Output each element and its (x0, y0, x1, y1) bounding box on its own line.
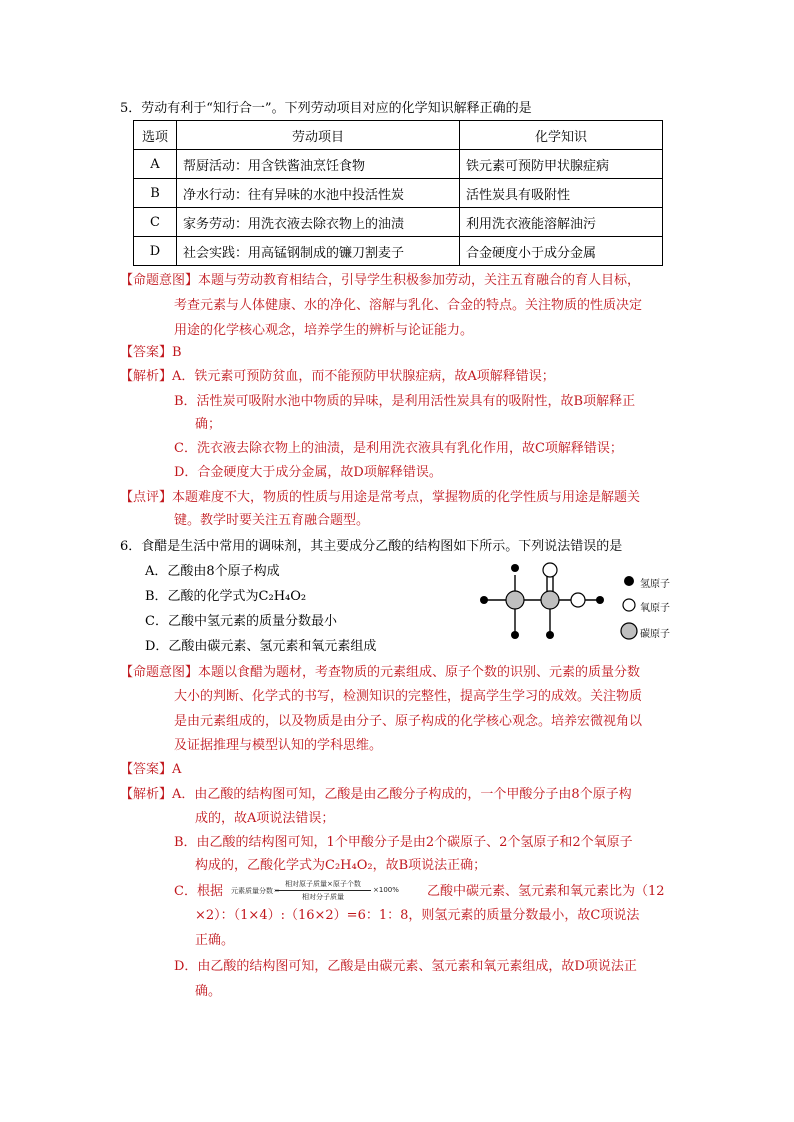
q6-option-d: D．乙酸由碳元素、氢元素和氧元素组成 (145, 639, 377, 654)
q5-intent-label: 【命题意图】 (120, 273, 199, 288)
formula-denominator: 相对分子质量 (302, 893, 344, 901)
q6-intent-line-2: 大小的判断、化学式的书写，检测知识的完整性，提高学生学习的成效。关注物质 (174, 689, 643, 704)
q6-analysis-line-4: 构成的，乙酸化学式为C₂H₄O₂，故B项说法正确； (195, 858, 487, 873)
q6-option-a: A．乙酸由8个原子构成 (145, 564, 280, 579)
q6-analysis-line-7: 正确。 (195, 933, 235, 948)
hydrogen-atom (480, 596, 488, 604)
table-cell-task: 净水行动：往有异味的水池中投活性炭 (177, 179, 460, 208)
q5-analysis-label: 【解析】 (120, 369, 173, 384)
legend-oxygen-label: 氧原子 (640, 603, 670, 614)
oxygen-atom (571, 593, 585, 607)
table-header-row (134, 121, 663, 150)
hydrogen-atom (546, 631, 554, 639)
q6-analysis-line-2: 成的，故A项说法错误； (195, 811, 335, 826)
q6-option-b: B．乙酸的化学式为C₂H₄O₂ (145, 589, 307, 604)
hydrogen-atom (511, 564, 519, 572)
q6-analysis-line-3: B．由乙酸的结构图可知，1个甲酸分子是由2个碳原子、2个氢原子和2个氧原子 (174, 835, 633, 850)
legend-hydrogen-label: 氢原子 (640, 579, 670, 590)
mass-fraction-formula (231, 879, 399, 907)
table-row (134, 208, 663, 237)
table-cell-knowledge: 合金硬度小于成分金属 (460, 237, 663, 266)
q6-stem: 6．食醋是生活中常用的调味剂，其主要成分乙酸的结构图如下所示。下列说法错误的是 (120, 539, 623, 554)
q5-comment-label: 【点评】 (120, 490, 173, 505)
q6-intent-line-3: 是由元素组成的，以及物质是由分子、原子构成的化学核心观念。培养宏微视角以 (174, 714, 643, 729)
q5-comment-line-1: 【点评】本题难度不大，物质的性质与用途是常考点，掌握物质的化学性质与用途是解题关 (120, 490, 641, 505)
table-cell-option: B (134, 179, 177, 208)
q6-intent-label: 【命题意图】 (120, 665, 199, 680)
q5-answer-label: 【答案】 (120, 345, 173, 360)
table-cell-knowledge: 铁元素可预防甲状腺症病 (460, 150, 663, 179)
q6-answer-value: A (172, 762, 182, 777)
q5-analysis-line-2: B．活性炭可吸附水池中物质的异味，是利用活性炭具有的吸附性，故B项解释正 (174, 394, 636, 409)
table-cell-task: 社会实践：用高锰钢制成的镰刀割麦子 (177, 237, 460, 266)
q6-answer (120, 761, 181, 779)
q6-analysis-label: 【解析】 (120, 787, 173, 802)
q5-analysis-line-3: 确； (195, 417, 222, 432)
carbon-legend-icon (621, 623, 637, 639)
q5-intent-line-3: 用途的化学核心观念，培养学生的辨析与论证能力。 (174, 323, 474, 338)
formula-lhs: 元素质量分数＝ (231, 887, 280, 895)
carbon-atom (506, 591, 524, 609)
formula-rhs: ×100% (373, 886, 399, 894)
q5-analysis-line-5: D．合金硬度大于成分金属，故D项解释错误。 (174, 465, 442, 480)
table-cell-option: C (134, 208, 177, 237)
table-header-knowledge: 化学知识 (460, 121, 663, 150)
q6-intent-line-4: 及证据推理与模型认知的学科思维。 (174, 738, 383, 753)
table-cell-task: 帮厨活动：用含铁酱油烹饪食物 (177, 150, 460, 179)
carbon-atom (541, 591, 559, 609)
q5-table (133, 120, 663, 266)
hydrogen-legend-icon (624, 576, 634, 586)
q5-comment-line-2: 键。教学时要关注五育融合题型。 (174, 513, 370, 528)
q5-analysis-line-1: 【解析】A．铁元素可预防贫血，而不能预防甲状腺症病，故A项解释错误； (120, 369, 555, 384)
table-cell-option: D (134, 237, 177, 266)
table-row (134, 237, 663, 266)
q5-answer (120, 344, 182, 362)
hydrogen-atom (596, 596, 604, 604)
q6-formula-prefix: C．根据 (174, 884, 223, 899)
table-cell-option: A (134, 150, 177, 179)
q6-option-c: C．乙酸中氢元素的质量分数最小 (145, 614, 337, 629)
acetic-acid-structure-diagram (470, 555, 610, 655)
oxygen-legend-icon (623, 599, 635, 611)
q6-intent-line-1: 【命题意图】本题以食醋为题材，考查物质的元素组成、原子个数的识别、元素的质量分数 (120, 665, 641, 680)
table-cell-knowledge: 利用洗衣液能溶解油污 (460, 208, 663, 237)
table-row (134, 150, 663, 179)
q6-formula-after: 乙酸中碳元素、氢元素和氧元素比为（12 (427, 884, 665, 899)
q6-analysis-line-8: D．由乙酸的结构图可知，乙酸是由碳元素、氢元素和氧元素组成，故D项说法正 (174, 959, 637, 974)
q6-analysis-line-1: 【解析】A．由乙酸的结构图可知，乙酸是由乙酸分子构成的，一个甲酸分子由8个原子构 (120, 787, 632, 802)
q5-intent-line-2: 考查元素与人体健康、水的净化、溶解与乳化、合金的特点。关注物质的性质决定 (174, 298, 643, 313)
q5-stem: 5．劳动有利于“知行合一”。下列劳动项目对应的化学知识解释正确的是 (120, 101, 532, 116)
q6-analysis-line-6: ×2）：（1×4）:（16×2）=6：1：8，则氢元素的质量分数最小，故C项说法 (195, 908, 640, 923)
q5-answer-value: B (172, 345, 182, 360)
table-cell-task: 家务劳动：用洗衣液去除衣物上的油渍 (177, 208, 460, 237)
oxygen-atom (543, 563, 557, 577)
formula-numerator: 相对原子质量×原子个数 (275, 879, 371, 891)
q5-analysis-line-4: C．洗衣液去除衣物上的油渍，是利用洗衣液具有乳化作用，故C项解释错误； (174, 441, 623, 456)
legend-carbon-label: 碳原子 (640, 629, 670, 640)
hydrogen-atom (511, 631, 519, 639)
q6-answer-label: 【答案】 (120, 762, 173, 777)
table-row (134, 179, 663, 208)
atom-legend-symbols (619, 573, 639, 643)
formula-fraction (275, 879, 371, 902)
table-header-option: 选项 (134, 121, 177, 150)
table-header-task: 劳动项目 (177, 121, 460, 150)
q6-analysis-line-9: 确。 (195, 984, 222, 999)
table-cell-knowledge: 活性炭具有吸附性 (460, 179, 663, 208)
q5-intent-line-1: 【命题意图】本题与劳动教育相结合，引导学生积极参加劳动，关注五育融合的育人目标， (120, 273, 641, 288)
